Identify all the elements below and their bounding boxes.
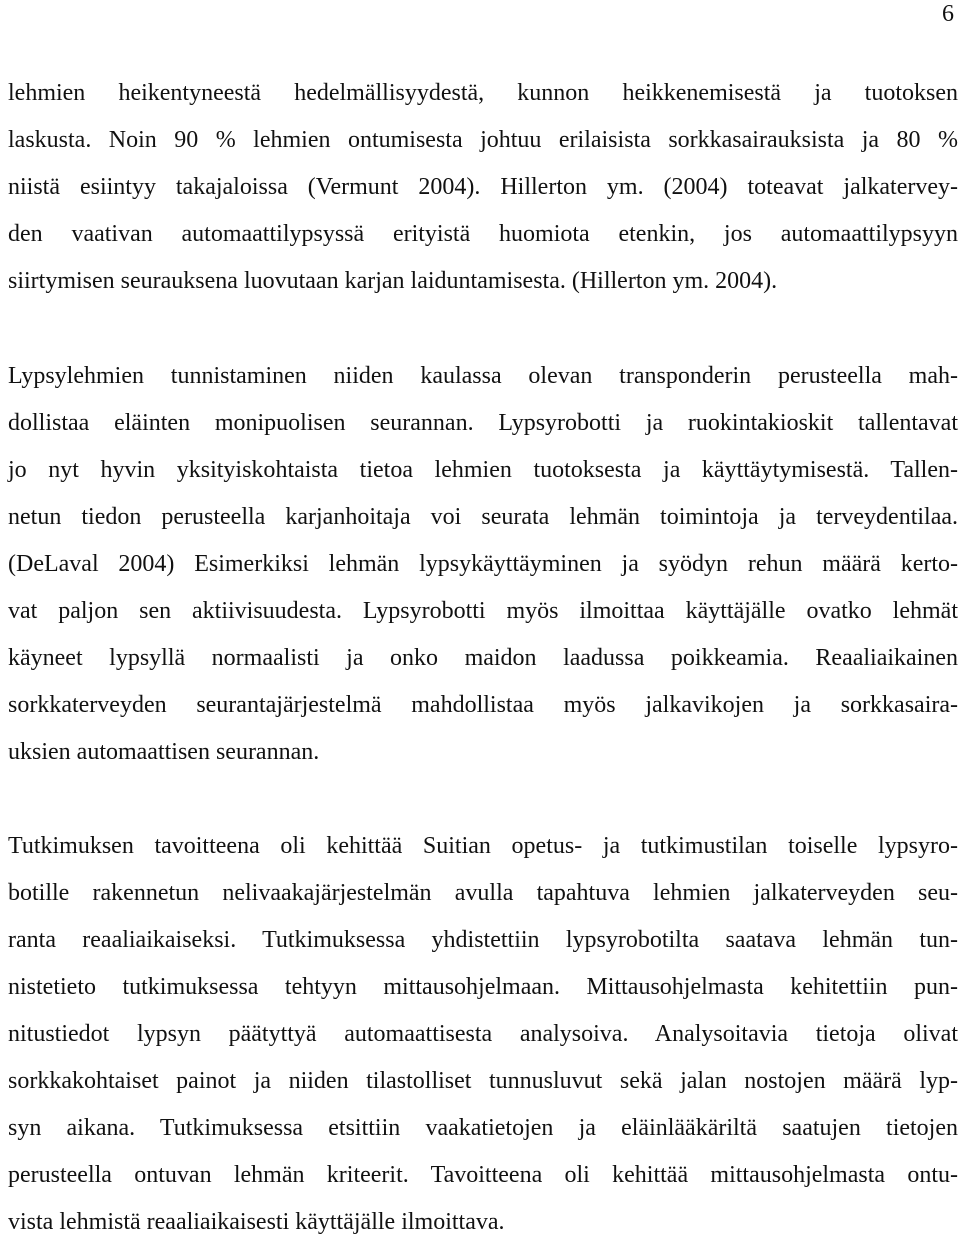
text-line: syn aikana. Tutkimuksessa etsittiin vaakatietojen ja eläinlääkäriltä saatujen tietojen bbox=[8, 1115, 958, 1141]
text-line: dollistaa eläinten monipuolisen seurannan. Lypsyrobotti ja ruokintakioskit tallentavat bbox=[8, 410, 958, 436]
text-line: (DeLaval 2004) Esimerkiksi lehmän lypsykäyttäyminen ja syödyn rehun määrä kerto- bbox=[8, 551, 958, 577]
text-line: Lypsylehmien tunnistaminen niiden kaulassa olevan transponderin perusteella mah- bbox=[8, 363, 958, 389]
text-line: perusteella ontuvan lehmän kriteerit. Tavoitteena oli kehittää mittausohjelmasta ontu- bbox=[8, 1162, 958, 1188]
page-number: 6 bbox=[942, 1, 954, 27]
text-line: vat paljon sen aktiivisuudesta. Lypsyrobotti myös ilmoittaa käyttäjälle ovatko lehmät bbox=[8, 598, 958, 624]
text-line: nitustiedot lypsyn päätyttyä automaattisesta analysoiva. Analysoitavia tietoja olivat bbox=[8, 1021, 958, 1047]
text-line: botille rakennetun nelivaakajärjestelmän avulla tapahtuva lehmien jalkaterveyden seu- bbox=[8, 880, 958, 906]
text-line: niistä esiintyy takajaloissa (Vermunt 2004). Hillerton ym. (2004) toteavat jalkatervey- bbox=[8, 174, 958, 200]
text-line: lehmien heikentyneestä hedelmällisyydestä, kunnon heikkenemisestä ja tuotoksen bbox=[8, 80, 958, 106]
text-line: uksien automaattisen seurannan. bbox=[8, 739, 320, 765]
text-line: käyneet lypsyllä normaalisti ja onko maidon laadussa poikkeamia. Reaaliaikainen bbox=[8, 645, 958, 671]
text-line: siirtymisen seurauksena luovutaan karjan laiduntamisesta. (Hillerton ym. 2004). bbox=[8, 268, 778, 294]
text-line: netun tiedon perusteella karjanhoitaja voi seurata lehmän toimintoja ja terveydentilaa. bbox=[8, 504, 958, 530]
paragraph-1 bbox=[8, 70, 958, 305]
text-line: sorkkaterveyden seurantajärjestelmä mahdollistaa myös jalkavikojen ja sorkkasaira- bbox=[8, 692, 958, 718]
text-line: Tutkimuksen tavoitteena oli kehittää Suitian opetus- ja tutkimustilan toiselle lypsyro- bbox=[8, 833, 958, 859]
text-line: ranta reaaliaikaiseksi. Tutkimuksessa yhdistettiin lypsyrobotilta saatava lehmän tun- bbox=[8, 927, 958, 953]
paragraph-2 bbox=[8, 353, 958, 776]
text-line: den vaativan automaattilypsyssä erityistä huomiota etenkin, jos automaattilypsyyn bbox=[8, 221, 958, 247]
text-line: jo nyt hyvin yksityiskohtaista tietoa lehmien tuotoksesta ja käyttäytymisestä. Tallen- bbox=[8, 457, 958, 483]
text-line: laskusta. Noin 90 % lehmien ontumisesta johtuu erilaisista sorkkasairauksista ja 80 % bbox=[8, 127, 958, 153]
text-line: sorkkakohtaiset painot ja niiden tilastolliset tunnusluvut sekä jalan nostojen määrä lyp- bbox=[8, 1068, 958, 1094]
paragraph-3 bbox=[8, 823, 958, 1246]
text-line: nistetieto tutkimuksessa tehtyyn mittausohjelmaan. Mittausohjelmasta kehitettiin pun- bbox=[8, 974, 958, 1000]
text-line: vista lehmistä reaaliaikaisesti käyttäjälle ilmoittava. bbox=[8, 1209, 505, 1235]
